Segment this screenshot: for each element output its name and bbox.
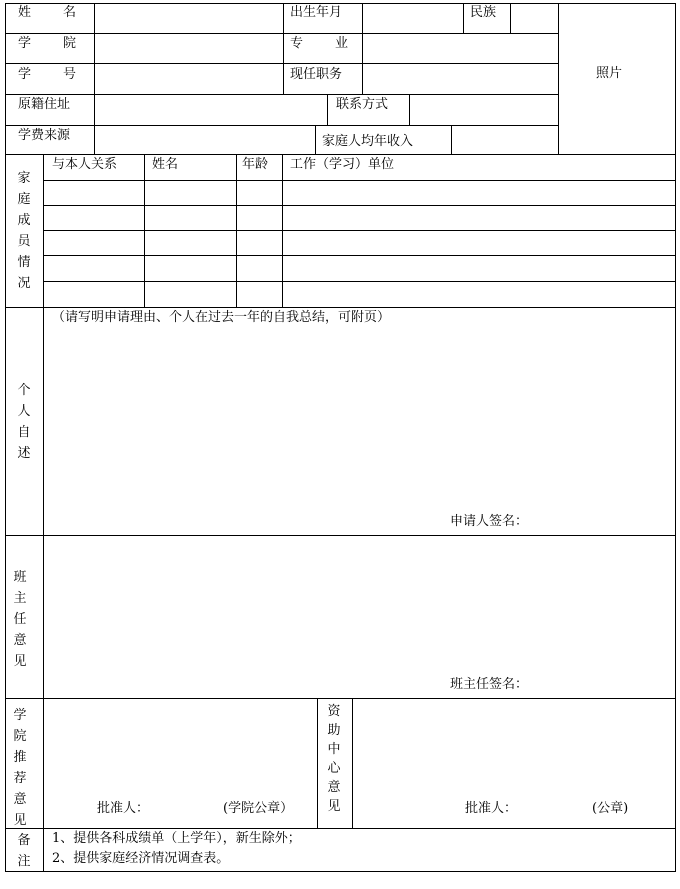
student-id-field[interactable]	[96, 65, 282, 93]
rule	[510, 3, 511, 33]
rule	[463, 3, 464, 33]
contact-field[interactable]	[411, 96, 557, 124]
ethnicity-label: 民族	[470, 5, 497, 20]
photo-label: 照片	[596, 66, 623, 81]
rule	[5, 828, 676, 829]
major-label: 专 业	[290, 36, 351, 51]
aid-center-section-label: 资助中心意见	[327, 704, 341, 814]
income-field[interactable]	[453, 127, 557, 153]
name-label: 姓 名	[18, 5, 79, 20]
rule	[675, 3, 676, 872]
self-statement-area[interactable]	[45, 330, 675, 514]
rule	[5, 94, 558, 95]
rule	[43, 154, 44, 872]
name-field[interactable]	[96, 5, 282, 32]
birth-field[interactable]	[364, 5, 462, 32]
notes-section-label: 备注	[17, 833, 31, 869]
teacher-opinion-area[interactable]	[45, 537, 675, 675]
rule	[409, 94, 410, 125]
student-id-label: 学 号	[18, 67, 79, 82]
position-field[interactable]	[364, 65, 557, 93]
major-field[interactable]	[364, 35, 557, 62]
teacher-signature-label: 班主任签名：	[450, 677, 529, 692]
aid-center-opinion-area[interactable]	[354, 700, 675, 796]
birth-label: 出生年月	[290, 5, 343, 20]
college-recommend-area[interactable]	[45, 700, 316, 796]
origin-label: 原籍住址	[18, 97, 71, 112]
self-statement-section-label: 个人自述	[17, 383, 31, 461]
position-label: 现任职务	[290, 67, 343, 82]
rule	[5, 871, 676, 872]
rule	[362, 3, 363, 95]
origin-field[interactable]	[96, 96, 326, 124]
income-label: 家庭人均年收入	[322, 134, 414, 149]
family-col-age: 年龄	[242, 157, 269, 172]
ethnicity-field[interactable]	[512, 5, 557, 32]
rule	[5, 698, 676, 699]
rule	[5, 535, 676, 536]
college-approver-label: 批准人：	[97, 801, 150, 816]
tuition-source-label: 学费来源	[18, 128, 71, 143]
college-stamp-label: (学院公章）	[223, 801, 294, 816]
rule	[5, 33, 558, 34]
rule	[317, 698, 318, 828]
aid-stamp-label: (公章)	[592, 801, 629, 816]
rule	[558, 3, 559, 155]
rule	[5, 125, 558, 126]
aid-approver-label: 批准人：	[465, 801, 518, 816]
family-col-name: 姓名	[152, 157, 179, 172]
self-statement-hint: （请写明申请理由、个人在过去一年的自我总结，可附页）	[52, 310, 391, 325]
applicant-signature-label: 申请人签名：	[450, 514, 529, 529]
rule	[315, 125, 316, 155]
rule	[352, 698, 353, 828]
family-col-workplace: 工作（学习）单位	[290, 157, 395, 172]
family-member-rows[interactable]	[45, 182, 675, 306]
college-recommend-section-label: 学院推荐意见	[13, 708, 27, 828]
family-col-relation: 与本人关系	[52, 157, 118, 172]
college-field[interactable]	[96, 35, 282, 62]
rule	[5, 307, 676, 308]
rule	[5, 3, 676, 4]
note-item: 1、提供各科成绩单（上学年），新生除外；	[52, 831, 301, 846]
photo-box[interactable]	[560, 5, 674, 153]
contact-label: 联系方式	[336, 97, 389, 112]
rule	[5, 63, 558, 64]
college-label: 学 院	[18, 36, 79, 51]
rule	[5, 154, 676, 155]
family-section-label: 家庭成员情况	[17, 171, 31, 291]
rule	[451, 125, 452, 155]
rule	[327, 94, 328, 125]
teacher-section-label: 班主任意见	[13, 570, 27, 669]
rule	[283, 3, 284, 95]
tuition-source-field[interactable]	[96, 127, 314, 153]
rule	[43, 180, 676, 181]
rule	[5, 3, 6, 872]
note-item: 2、提供家庭经济情况调查表。	[52, 851, 230, 866]
rule	[94, 3, 95, 155]
